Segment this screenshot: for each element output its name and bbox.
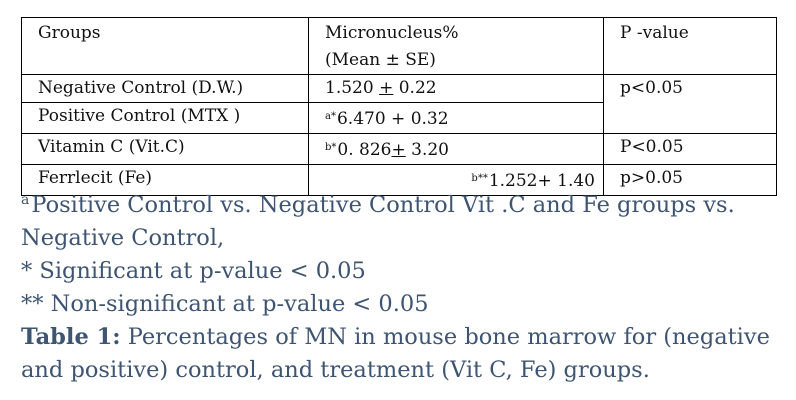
pvalue-cell	[604, 103, 777, 134]
header-mn-line2: (Mean ± SE)	[325, 50, 436, 70]
pvalue-cell: p<0.05	[604, 75, 777, 103]
footnote-significant: * Significant at p-value < 0.05	[21, 258, 366, 284]
table-row	[22, 75, 777, 103]
value-cell: $^{b*}$0. 826+ 3.20	[309, 134, 604, 165]
footnote-a: $^a$Positive Control vs. Negative Control Vit .C and Fe groups vs. Negative Control,	[21, 192, 735, 251]
value-cell: 1.520 + 0.22	[309, 75, 604, 103]
group-cell: Negative Control (D.W.)	[22, 75, 309, 103]
table-row	[22, 103, 777, 134]
header-micronucleus	[309, 18, 604, 75]
footnote-non-significant: ** Non-significant at p-value < 0.05	[21, 291, 429, 317]
pvalue-cell: P<0.05	[604, 134, 777, 165]
caption-text: Percentages of MN in mouse bone marrow for (negative and positive) control, and treatment (Vit C, Fe) groups.	[21, 324, 770, 383]
table-footnotes	[21, 184, 781, 387]
table-header-row	[22, 18, 777, 75]
caption-label: Table 1:	[21, 324, 121, 350]
table-caption	[21, 321, 781, 387]
significance-mark: b**	[471, 173, 488, 184]
group-cell: Ferrlecit (Fe)	[22, 165, 309, 196]
header-groups: Groups	[22, 18, 309, 75]
value-cell: $^{a*}$6.470 + 0.32	[309, 103, 604, 134]
header-pvalue: P -value	[604, 18, 777, 75]
micronucleus-table	[21, 17, 777, 196]
header-mn-line1: Micronucleus%	[325, 23, 459, 43]
pvalue-cell: p>0.05	[604, 165, 777, 196]
value-cell: $^{b**}$1.252+ 1.40	[309, 165, 604, 196]
table-row	[22, 134, 777, 165]
group-cell: Positive Control (MTX )	[22, 103, 309, 134]
significance-mark: a*	[325, 111, 336, 122]
footnote-a-mark: a	[21, 192, 30, 208]
group-cell: Vitamin C (Vit.C)	[22, 134, 309, 165]
significance-mark: b*	[325, 142, 337, 153]
